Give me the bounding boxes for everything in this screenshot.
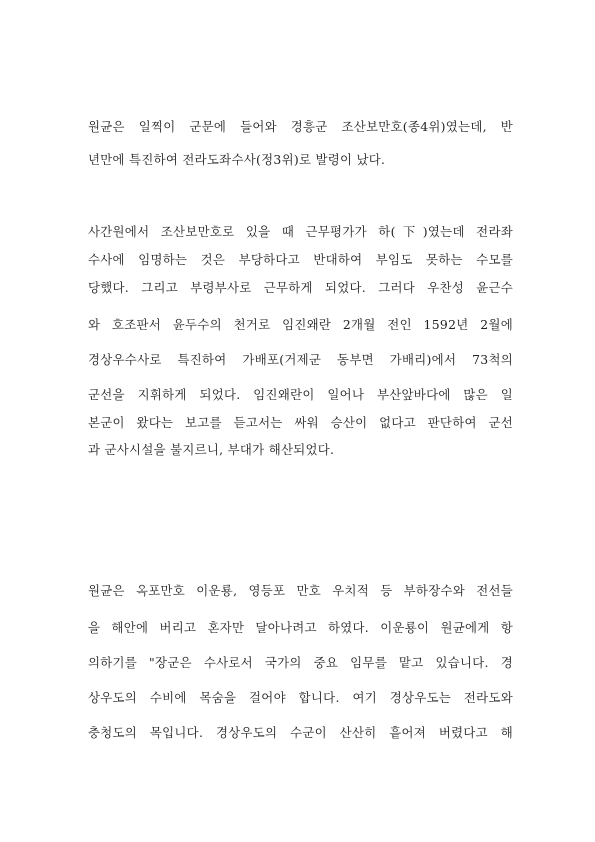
paragraph-2-line-6: 군선을 지휘하게 되었다. 임진왜란이 일어나 부산앞바다에 많은 일 [88,387,513,402]
paragraph-2-line-3: 당했다. 그리고 부령부사로 근무하게 되었다. 그러다 우찬성 윤근수 [88,280,513,295]
paragraph-2-line-8: 과 군사시설을 불지르니, 부대가 해산되었다. [88,442,335,457]
paragraph-2-line-7: 본군이 왔다는 보고를 듣고서는 싸워 승산이 없다고 판단하여 군선 [88,415,513,430]
paragraph-1-line-1: 원균은 일찍이 군문에 들어와 경흥군 조산보만호(종4위)였는데, 반 [88,119,513,134]
paragraph-1-line-2: 년만에 특진하여 전라도좌수사(정3위)로 발령이 났다. [88,152,386,167]
paragraph-3-line-1: 원균은 옥포만호 이운룡, 영등포 만호 우치적 등 부하장수와 전선들 [88,583,513,598]
paragraph-2-line-4: 와 호조판서 윤두수의 천거로 임진왜란 2개월 전인 1592년 2월에 [88,317,513,332]
paragraph-3-line-4: 상우도의 수비에 목숨을 걸어야 합니다. 여기 경상우도는 전라도와 [88,690,513,705]
paragraph-3-line-3: 의하기를 "장군은 수사로서 국가의 중요 임무를 맡고 있습니다. 경 [88,655,513,670]
paragraph-2-line-2: 수사에 임명하는 것은 부당하다고 반대하여 부임도 못하는 수모를 [88,252,513,267]
paragraph-3-line-2: 을 해안에 버리고 혼자만 달아나려고 하였다. 이운룡이 원균에게 항 [88,620,513,635]
paragraph-3-line-5: 충청도의 목입니다. 경상우도의 수군이 산산히 흩어져 버렸다고 해 [88,725,513,740]
paragraph-2-line-5: 경상우수사로 특진하여 가배포(거제군 동부면 가배리)에서 73척의 [88,352,513,367]
paragraph-2-line-1: 사간원에서 조산보만호로 있을 때 근무평가가 하(下)였는데 전라좌 [88,224,513,239]
